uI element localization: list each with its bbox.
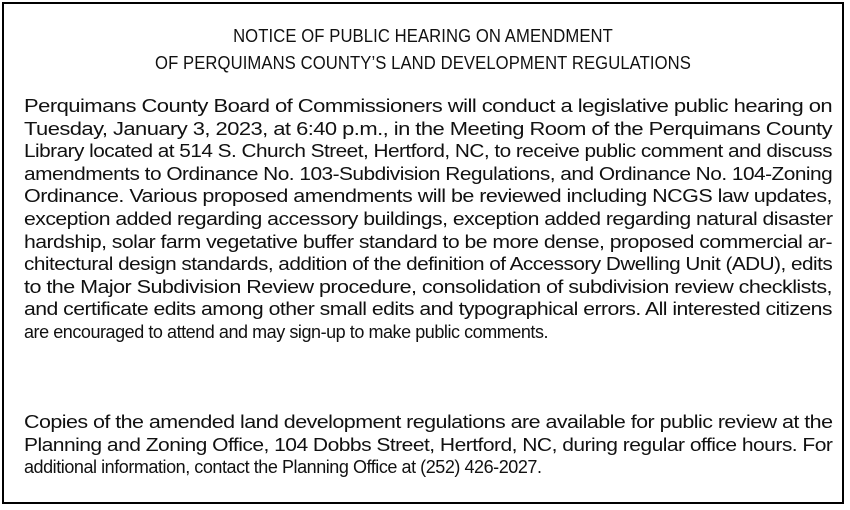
paragraph-line: are encouraged to attend and may sign-up to make public comments. [24,321,549,342]
notice-title-line-1: NOTICE OF PUBLIC HEARING ON AMENDMENT [233,25,613,46]
paragraph-line: additional information, contact the Planning Office at (252) 426-2027. [24,457,542,478]
paragraph-line: amendments to Ordinance No. 103-Subdivision Regulations, and Ordinance No. 104-Zoning [24,163,833,184]
paragraph-line: chitectural design standards, addition of the definition of Accessory Dwelling Unit (ADU), edits [24,254,833,275]
paragraph-line: hardship, solar farm vegetative buffer standard to be more dense, proposed commercial ar- [24,231,833,252]
paragraph-line: Planning and Zoning Office, 104 Dobbs Street, Hertford, NC, during regular office hours. For [24,434,833,455]
copies-availability-paragraph [24,411,832,479]
hearing-details-paragraph [24,95,832,344]
paragraph-line: exception added regarding accessory buildings, exception added regarding natural disaster [24,208,833,229]
paragraph-line: Perquimans County Board of Commissioners will conduct a legislative public hearing on [24,96,833,116]
paragraph-line: to the Major Subdivision Review procedure, consolidation of subdivision review checklists, [24,276,832,297]
notice-title-line-2: OF PERQUIMANS COUNTY’S LAND DEVELOPMENT REGULATIONS [155,52,691,73]
public-notice [2,2,844,504]
paragraph-line: and certificate edits among other small edits and typographical errors. All interested citizens [24,299,833,320]
notice-title [46,22,800,76]
paragraph-line: Tuesday, January 3, 2023, at 6:40 p.m., in the Meeting Room of the Perquimans County [24,118,833,139]
paragraph-line: Ordinance. Various proposed amendments will be reviewed including NCGS law updates, [24,186,832,207]
paragraph-line: Library located at 514 S. Church Street, Hertford, NC, to receive public comment and discuss [24,141,832,162]
paragraph-line: Copies of the amended land development regulations are available for public review at the [24,412,833,432]
